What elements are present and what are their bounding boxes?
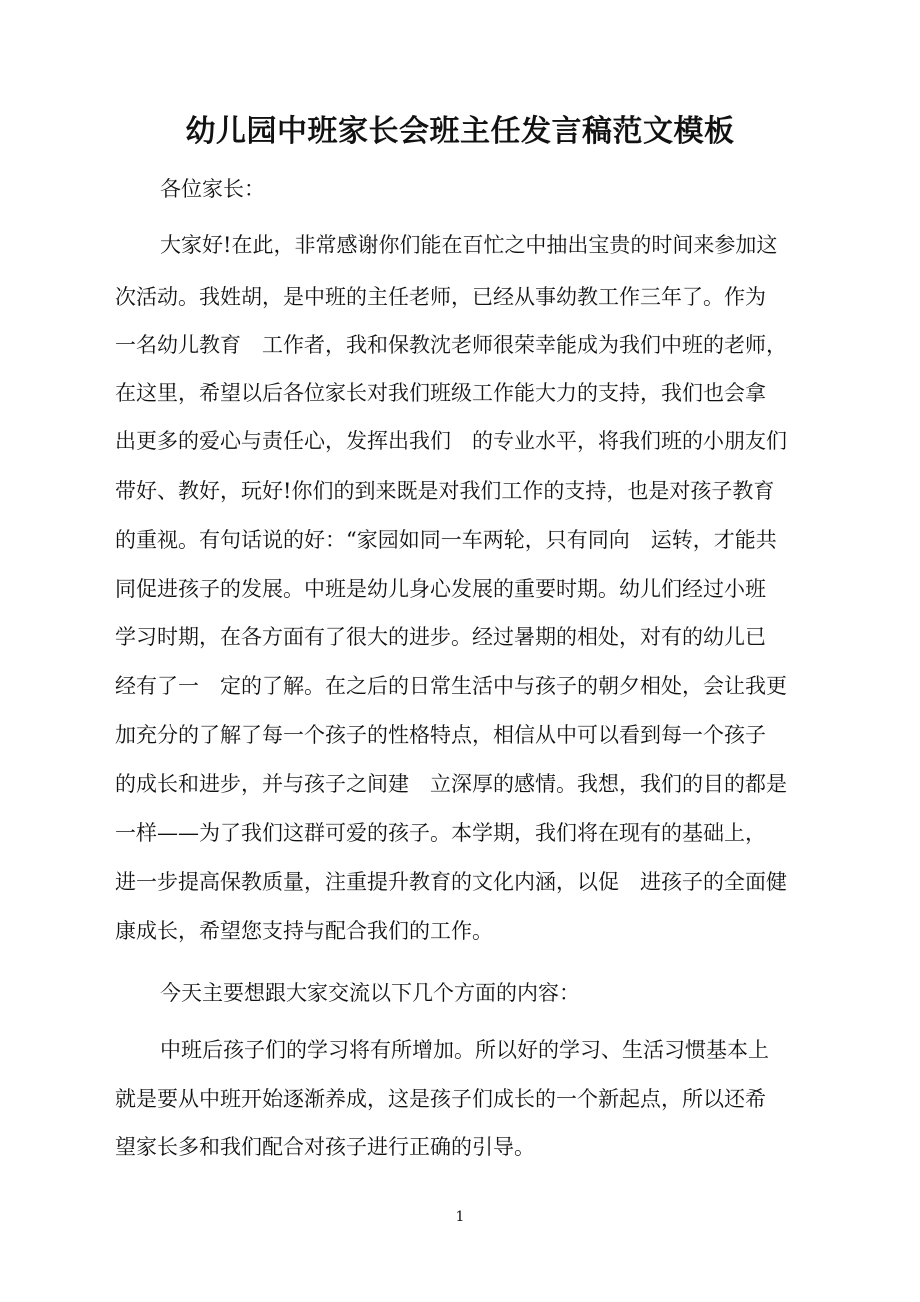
paragraph-3-line: 就是要从中班开始逐渐养成，这是孩子们成长的一个新起点，所以还希 (115, 1087, 766, 1111)
paragraph-2: 今天主要想跟大家交流以下几个方面的内容： (160, 981, 580, 1005)
greeting: 各位家长： (160, 177, 265, 201)
paragraph-1-line: 加充分的了解了每一个孩子的性格特点，相信从中可以看到每一个孩子 (115, 723, 766, 747)
paragraph-1-line: 经有了一 定的了解。在之后的日常生活中与孩子的朝夕相处，会让我更 (115, 674, 787, 698)
paragraph-1-line: 次活动。我姓胡，是中班的主任老师，已经从事幼教工作三年了。作为 (115, 285, 766, 309)
paragraph-1-line: 进一步提高保教质量，注重提升教育的文化内涵，以促 进孩子的全面健 (115, 870, 787, 894)
page-number: 1 (455, 1209, 465, 1225)
paragraph-1-line: 带好、教好，玩好!你们的到来既是对我们工作的支持，也是对孩子教育 (115, 479, 775, 503)
paragraph-3-line: 中班后孩子们的学习将有所增加。所以好的学习、生活习惯基本上 (160, 1038, 769, 1062)
paragraph-1-line: 的重视。有句话说的好：“家园如同一车两轮，只有同向 运转，才能共 (115, 528, 777, 552)
paragraph-1-line: 一名幼儿教育 工作者，我和保教沈老师很荣幸能成为我们中班的老师， (115, 333, 787, 357)
paragraph-1-line: 的成长和进步，并与孩子之间建 立深厚的感情。我想，我们的目的都是 (115, 772, 787, 796)
paragraph-1-line: 在这里，希望以后各位家长对我们班级工作能大力的支持，我们也会拿 (115, 381, 766, 405)
document-title: 幼儿园中班家长会班主任发言稿范文模板 (185, 114, 735, 149)
paragraph-1-line: 同促进孩子的发展。中班是幼儿身心发展的重要时期。幼儿们经过小班 (115, 577, 766, 601)
paragraph-1-line: 一样——为了我们这群可爱的孩子。本学期，我们将在现有的基础上， (115, 821, 766, 845)
paragraph-1-line: 康成长，希望您支持与配合我们的工作。 (115, 919, 493, 943)
paragraph-1-line: 大家好!在此，非常感谢你们能在百忙之中抽出宝贵的时间来参加这 (160, 233, 778, 257)
paragraph-1-line: 学习时期，在各方面有了很大的进步。经过暑期的相处，对有的幼儿已 (115, 625, 766, 649)
paragraph-1-line: 出更多的爱心与责任心，发挥出我们 的专业水平，将我们班的小朋友们 (115, 429, 787, 453)
paragraph-3-line: 望家长多和我们配合对孩子进行正确的引导。 (115, 1135, 535, 1159)
